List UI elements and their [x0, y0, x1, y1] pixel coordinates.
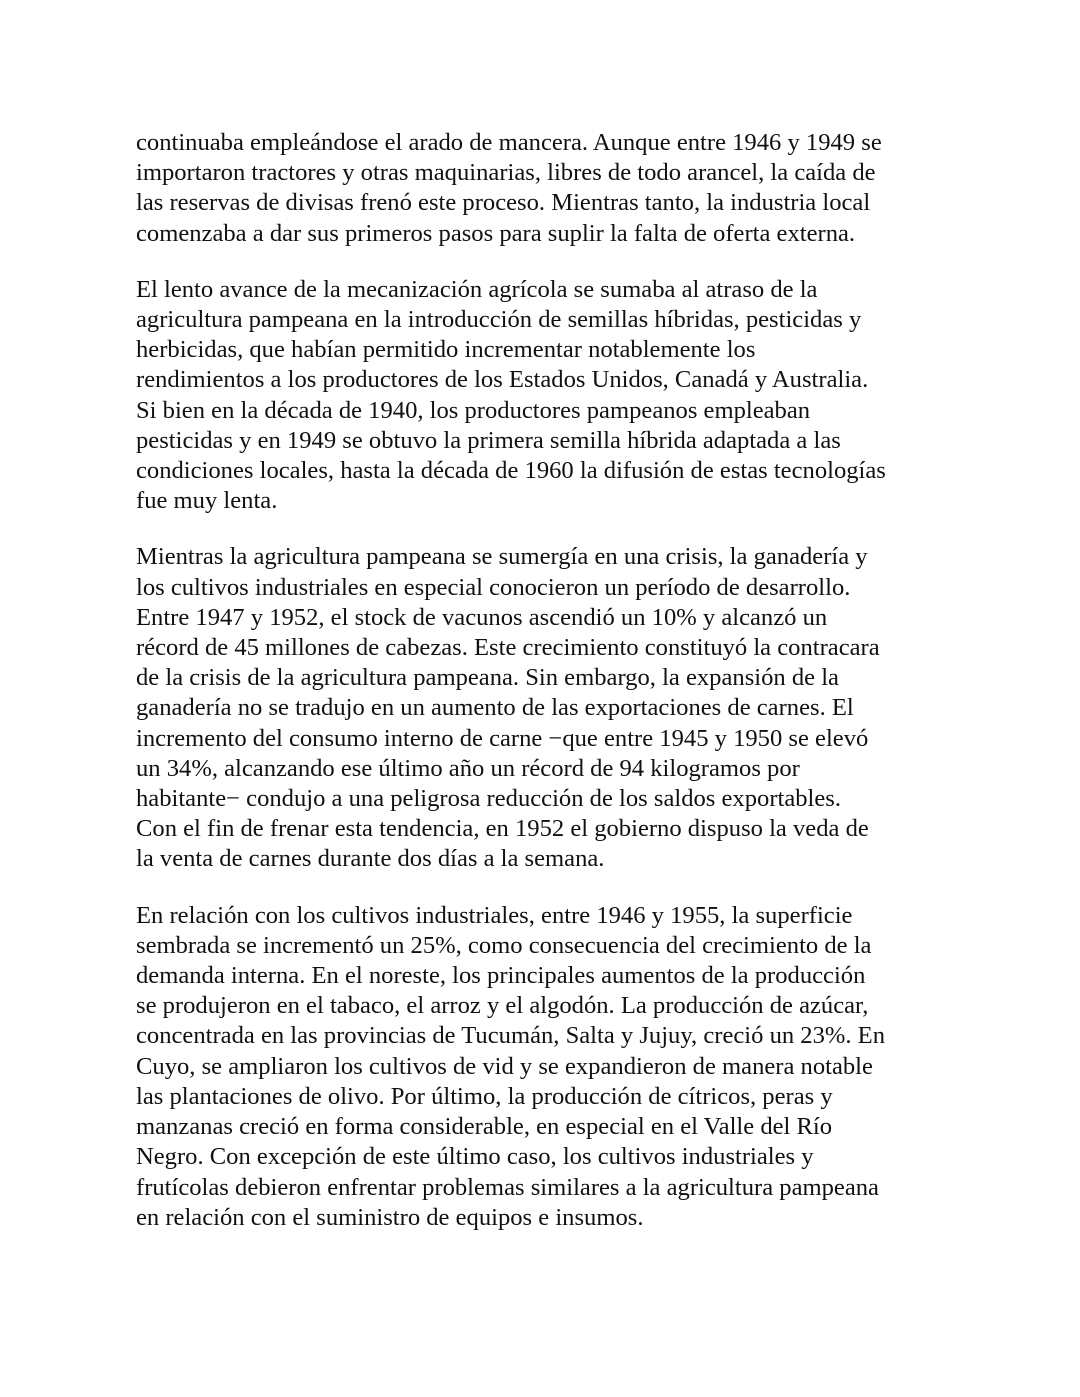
paragraph-1	[136, 128, 956, 249]
paragraph-3	[136, 542, 956, 874]
paragraph-line: un 34%, alcanzando ese último año un récord de 94 kilogramos por	[136, 754, 800, 782]
paragraph-line: las plantaciones de olivo. Por último, la producción de cítricos, peras y	[136, 1082, 833, 1110]
paragraph-line: Mientras la agricultura pampeana se sumergía en una crisis, la ganadería y	[136, 543, 868, 571]
paragraph-line: rendimientos a los productores de los Estados Unidos, Canadá y Australia.	[136, 366, 869, 394]
paragraph-line: Con el fin de frenar esta tendencia, en 1952 el gobierno dispuso la veda de	[136, 815, 869, 843]
paragraph-line: demanda interna. En el noreste, los principales aumentos de la producción	[136, 962, 866, 990]
paragraph-4	[136, 901, 956, 1233]
paragraph-line: incremento del consumo interno de carne −que entre 1945 y 1950 se elevó	[136, 724, 869, 752]
paragraph-line: importaron tractores y otras maquinarias, libres de todo arancel, la caída de	[136, 159, 876, 187]
paragraph-line: frutícolas debieron enfrentar problemas similares a la agricultura pampeana	[136, 1173, 879, 1201]
paragraph-line: ganadería no se tradujo en un aumento de las exportaciones de carnes. El	[136, 694, 854, 722]
paragraph-line: sembrada se incrementó un 25%, como consecuencia del crecimiento de la	[136, 931, 872, 959]
document-page	[136, 128, 956, 1259]
paragraph-line: comenzaba a dar sus primeros pasos para suplir la falta de oferta externa.	[136, 219, 856, 247]
paragraph-2	[136, 275, 956, 517]
paragraph-line: concentrada en las provincias de Tucumán, Salta y Jujuy, creció un 23%. En	[136, 1022, 886, 1050]
paragraph-line: pesticidas y en 1949 se obtuvo la primera semilla híbrida adaptada a las	[136, 426, 841, 454]
paragraph-line: condiciones locales, hasta la década de 1960 la difusión de estas tecnologías	[136, 457, 886, 485]
paragraph-line: habitante− condujo a una peligrosa reducción de los saldos exportables.	[136, 785, 842, 813]
paragraph-line: fue muy lenta.	[136, 487, 278, 515]
paragraph-line: la venta de carnes durante dos días a la semana.	[136, 845, 605, 873]
paragraph-line: manzanas creció en forma considerable, en especial en el Valle del Río	[136, 1113, 833, 1141]
paragraph-line: Entre 1947 y 1952, el stock de vacunos ascendió un 10% y alcanzó un	[136, 603, 828, 631]
paragraph-line: Negro. Con excepción de este último caso, los cultivos industriales y	[136, 1143, 814, 1171]
paragraph-line: de la crisis de la agricultura pampeana. Sin embargo, la expansión de la	[136, 664, 839, 692]
paragraph-line: las reservas de divisas frenó este proceso. Mientras tanto, la industria local	[136, 189, 871, 217]
paragraph-line: se produjeron en el tabaco, el arroz y el algodón. La producción de azúcar,	[136, 992, 869, 1020]
paragraph-line: El lento avance de la mecanización agrícola se sumaba al atraso de la	[136, 275, 818, 303]
paragraph-line: agricultura pampeana en la introducción de semillas híbridas, pesticidas y	[136, 306, 862, 334]
paragraph-line: herbicidas, que habían permitido incrementar notablemente los	[136, 336, 756, 364]
paragraph-line: en relación con el suministro de equipos e insumos.	[136, 1203, 644, 1231]
paragraph-line: los cultivos industriales en especial conocieron un período de desarrollo.	[136, 573, 851, 601]
paragraph-line: En relación con los cultivos industriales, entre 1946 y 1955, la superficie	[136, 901, 853, 929]
paragraph-line: récord de 45 millones de cabezas. Este crecimiento constituyó la contracara	[136, 634, 880, 662]
paragraph-line: Si bien en la década de 1940, los productores pampeanos empleaban	[136, 396, 811, 424]
paragraph-line: Cuyo, se ampliaron los cultivos de vid y se expandieron de manera notable	[136, 1052, 873, 1080]
paragraph-line: continuaba empleándose el arado de mancera. Aunque entre 1946 y 1949 se	[136, 129, 882, 156]
